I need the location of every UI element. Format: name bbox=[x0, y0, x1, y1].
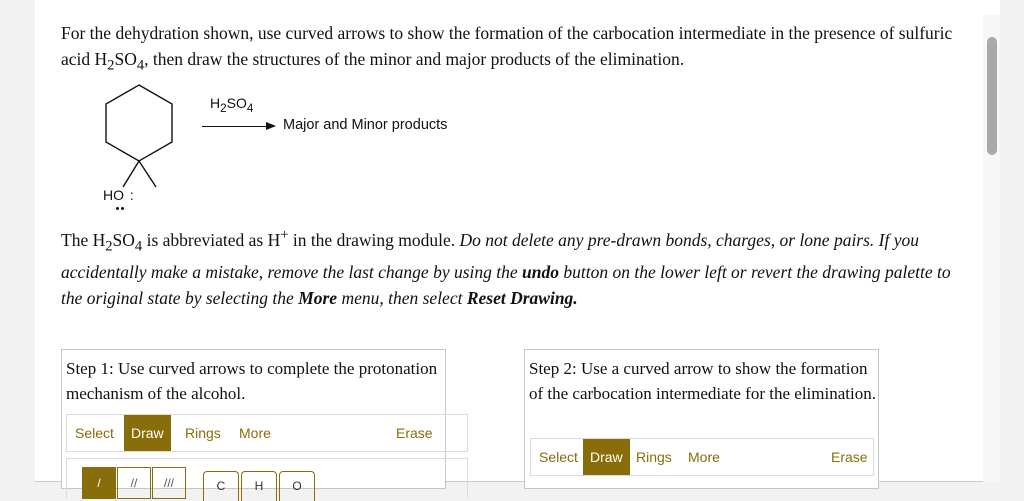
note-reset: Reset Drawing. bbox=[466, 288, 578, 309]
draw-tool[interactable]: Draw bbox=[124, 415, 171, 451]
c-o-bond bbox=[123, 161, 139, 187]
note-mid: is abbreviated as H bbox=[142, 229, 281, 250]
note-italic3: menu, then select bbox=[337, 288, 467, 309]
step2-toolbar bbox=[530, 438, 874, 476]
rings-tool[interactable]: Rings bbox=[185, 425, 221, 441]
oxygen-atom-button[interactable]: O bbox=[279, 471, 315, 501]
reagent-so: SO bbox=[226, 95, 247, 111]
arrow-head-icon bbox=[266, 122, 276, 130]
step2-title: Step 2: Use a curved arrow to show the formation of the carbocation intermediate for the elimination. bbox=[529, 359, 876, 403]
reagent-label bbox=[210, 95, 253, 115]
note-superscript: + bbox=[280, 227, 289, 243]
lone-pair-dot bbox=[121, 207, 124, 210]
hydrogen-atom-button[interactable]: H bbox=[241, 471, 277, 501]
instruction-note bbox=[61, 222, 966, 311]
step1-toolbar bbox=[66, 414, 468, 452]
step1-sub-toolbar bbox=[66, 458, 468, 498]
product-label: Major and Minor products bbox=[283, 117, 448, 133]
single-bond-button[interactable]: / bbox=[82, 467, 116, 499]
hydroxyl-group bbox=[103, 187, 134, 203]
lone-pair-dot bbox=[116, 207, 119, 210]
carbon-atom-button[interactable]: C bbox=[203, 471, 239, 501]
more-tool[interactable]: More bbox=[688, 449, 720, 465]
reagent-sub-4: 4 bbox=[246, 101, 254, 115]
question-part2: , then draw the structures of the minor and major products of the elimination. bbox=[144, 49, 685, 69]
reaction-figure bbox=[35, 70, 535, 230]
scrollbar-thumb[interactable] bbox=[987, 37, 997, 155]
more-tool[interactable]: More bbox=[239, 425, 271, 441]
erase-tool[interactable]: Erase bbox=[831, 449, 868, 465]
vertical-scrollbar[interactable] bbox=[983, 15, 1000, 482]
note-lead: The H bbox=[61, 229, 106, 250]
step1-panel bbox=[61, 349, 446, 493]
rings-tool[interactable]: Rings bbox=[636, 449, 672, 465]
cyclohexanol-structure bbox=[35, 70, 235, 210]
reagent-h: H bbox=[210, 95, 221, 111]
hydroxyl-label: HO bbox=[103, 187, 124, 203]
question-part1: For the dehydration shown, use curved arrows to show the formation of the carbocation intermediate in the presence of sulfuric acid H bbox=[61, 23, 953, 69]
step2-panel bbox=[524, 349, 879, 489]
reaction-arrow bbox=[202, 126, 268, 127]
note-italic2: button on the lower left or revert the drawing palette to the original state by selecting the bbox=[61, 262, 951, 309]
note-undo: undo bbox=[522, 262, 559, 283]
erase-tool[interactable]: Erase bbox=[396, 425, 433, 441]
double-bond-button[interactable]: // bbox=[117, 467, 151, 499]
note-italic1: Do not delete any pre-drawn bonds, charges, or lone pairs. If you accidentally make a mistake, remove the last change by using the bbox=[61, 229, 920, 283]
note-subscript-2: 2 bbox=[105, 238, 113, 255]
select-tool[interactable]: Select bbox=[75, 425, 114, 441]
question-subscript-2: 2 bbox=[107, 57, 115, 74]
note-subscript-4: 4 bbox=[134, 238, 143, 255]
question-so: SO bbox=[114, 49, 137, 69]
select-tool[interactable]: Select bbox=[539, 449, 578, 465]
cyclohexane-ring bbox=[106, 85, 172, 161]
triple-bond-button[interactable]: /// bbox=[152, 467, 186, 499]
question-card bbox=[35, 0, 1000, 493]
draw-tool[interactable]: Draw bbox=[583, 439, 630, 475]
reagent-sub-2: 2 bbox=[220, 101, 227, 115]
note-mid2: in the drawing module. bbox=[288, 229, 460, 250]
lone-pair-right: : bbox=[129, 187, 134, 203]
step1-title: Step 1: Use curved arrows to complete the protonation mechanism of the alcohol. bbox=[66, 359, 438, 403]
methyl-bond bbox=[139, 161, 156, 187]
question-subscript-4: 4 bbox=[136, 57, 145, 74]
note-more: More bbox=[298, 288, 338, 309]
note-so: SO bbox=[112, 229, 135, 250]
